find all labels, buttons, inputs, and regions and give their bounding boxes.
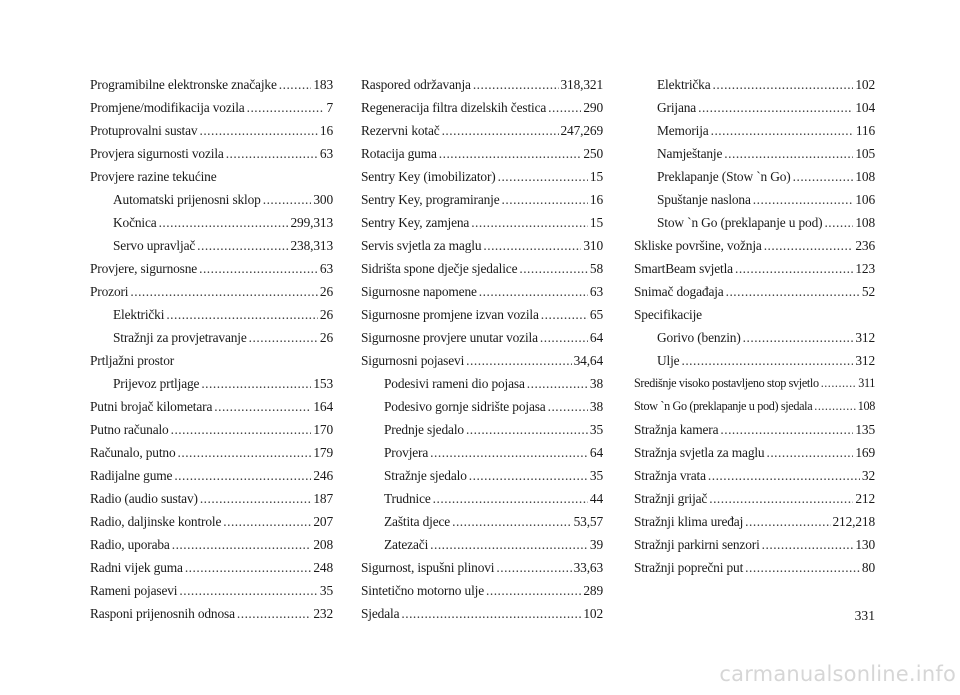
entry-pages: 39 xyxy=(589,537,603,552)
dot-leader xyxy=(519,257,588,280)
index-subentry xyxy=(361,464,603,487)
entry-pages: 106 xyxy=(855,192,875,207)
index-entry xyxy=(361,257,603,280)
dot-leader xyxy=(720,418,853,441)
dot-leader xyxy=(496,556,571,579)
entry-term: Središnje visoko postavljeno stop svjetlo xyxy=(634,376,819,390)
entry-term: Rasponi prijenosnih odnosa xyxy=(90,606,235,621)
dot-leader xyxy=(159,211,289,234)
entry-term: Provjera xyxy=(384,445,429,460)
index-entry xyxy=(90,510,333,533)
entry-pages: 318,321 xyxy=(560,77,603,92)
index-entry xyxy=(361,579,603,602)
entry-term: Regeneracija filtra dizelskih čestica xyxy=(361,100,547,115)
index-entry xyxy=(634,372,875,395)
index-entry xyxy=(90,349,333,372)
index-entry xyxy=(634,487,875,510)
entry-pages: 108 xyxy=(855,215,875,230)
index-entry xyxy=(634,418,875,441)
index-entry xyxy=(361,119,603,142)
entry-pages: 33,63 xyxy=(573,560,603,575)
entry-pages: 108 xyxy=(855,169,875,184)
entry-term: Programibilne elektronske značajke xyxy=(90,77,277,92)
index-entry xyxy=(90,257,333,280)
entry-term: Radio (audio sustav) xyxy=(90,491,198,506)
index-subentry xyxy=(90,188,333,211)
entry-pages: 15 xyxy=(589,215,603,230)
entry-term: Provjera sigurnosti vozila xyxy=(90,146,224,161)
dot-leader xyxy=(486,579,581,602)
entry-term: Trudnice xyxy=(384,491,431,506)
index-entry xyxy=(90,96,333,119)
entry-pages: 32 xyxy=(861,468,875,483)
entry-term: Rotacija guma xyxy=(361,146,437,161)
entry-pages: 63 xyxy=(319,261,333,276)
index-entry xyxy=(90,602,333,625)
index-entry xyxy=(90,73,333,96)
entry-pages: 208 xyxy=(313,537,333,552)
entry-pages: 310 xyxy=(583,238,603,253)
entry-term: Promjene/modifikacija vozila xyxy=(90,100,245,115)
dot-leader xyxy=(199,119,317,142)
entry-term: Sidrišta spone dječje sjedalice xyxy=(361,261,518,276)
entry-pages: 7 xyxy=(326,100,333,115)
index-entry xyxy=(90,556,333,579)
entry-term: Stražnja svjetla za maglu xyxy=(634,445,765,460)
entry-term: Sigurnosne napomene xyxy=(361,284,477,299)
entry-term: Servo upravljač xyxy=(113,238,196,253)
index-entry xyxy=(361,188,603,211)
dot-leader xyxy=(821,372,857,395)
index-subentry xyxy=(90,326,333,349)
entry-term: Stražnja vrata xyxy=(634,468,706,483)
dot-leader xyxy=(185,556,312,579)
entry-term: Radni vijek guma xyxy=(90,560,183,575)
index-entry xyxy=(361,73,603,96)
entry-pages: 212 xyxy=(855,491,875,506)
dot-leader xyxy=(214,395,311,418)
index-subentry xyxy=(634,73,875,96)
index-entry xyxy=(634,303,875,326)
index-subentry xyxy=(634,165,875,188)
entry-pages: 52 xyxy=(861,284,875,299)
index-subentry xyxy=(90,303,333,326)
entry-term: Sentry Key, zamjena xyxy=(361,215,470,230)
entry-term: Snimač događaja xyxy=(634,284,724,299)
entry-term: Sigurnost, ispušni plinovi xyxy=(361,560,495,575)
index-column-1 xyxy=(90,73,333,625)
entry-term: Grijana xyxy=(657,100,697,115)
index-entry xyxy=(90,533,333,556)
index-subentry xyxy=(361,487,603,510)
dot-leader xyxy=(401,602,581,625)
dot-leader xyxy=(247,96,325,119)
entry-pages: 64 xyxy=(589,330,603,345)
index-entry xyxy=(361,602,603,625)
index-entry xyxy=(634,464,875,487)
entry-pages: 26 xyxy=(319,307,333,322)
entry-term: Putni brojač kilometara xyxy=(90,399,213,414)
entry-term: Stražnje sjedalo xyxy=(384,468,467,483)
entry-pages: 236 xyxy=(855,238,875,253)
index-entry xyxy=(361,234,603,257)
dot-leader xyxy=(130,280,318,303)
entry-term: Radio, uporaba xyxy=(90,537,170,552)
entry-term: Sentry Key, programiranje xyxy=(361,192,500,207)
index-entry xyxy=(90,395,333,418)
index-entry xyxy=(361,96,603,119)
dot-leader xyxy=(711,119,854,142)
entry-pages: 16 xyxy=(589,192,603,207)
index-entry xyxy=(90,418,333,441)
dot-leader xyxy=(793,165,854,188)
entry-pages: 34,64 xyxy=(573,353,603,368)
entry-term: Računalo, putno xyxy=(90,445,176,460)
dot-leader xyxy=(223,510,311,533)
entry-term: Zatezači xyxy=(384,537,429,552)
index-entry xyxy=(90,142,333,165)
dot-leader xyxy=(824,211,853,234)
dot-leader xyxy=(708,464,860,487)
dot-leader xyxy=(200,487,312,510)
dot-leader xyxy=(745,510,830,533)
entry-pages: 300 xyxy=(313,192,333,207)
entry-pages: 15 xyxy=(589,169,603,184)
entry-term: Sintetično motorno ulje xyxy=(361,583,485,598)
entry-pages: 26 xyxy=(319,330,333,345)
dot-leader xyxy=(540,326,588,349)
entry-term: Putno računalo xyxy=(90,422,169,437)
index-entry xyxy=(361,349,603,372)
entry-pages: 247,269 xyxy=(560,123,603,138)
entry-pages: 289 xyxy=(583,583,603,598)
entry-pages: 63 xyxy=(589,284,603,299)
entry-pages: 38 xyxy=(589,399,603,414)
entry-pages: 169 xyxy=(855,445,875,460)
dot-leader xyxy=(548,395,588,418)
dot-leader xyxy=(709,487,853,510)
entry-term: Stow `n Go (preklapanje u pod) sjedala xyxy=(634,399,813,413)
index-entry xyxy=(361,280,603,303)
dot-leader xyxy=(466,418,588,441)
entry-pages: 58 xyxy=(589,261,603,276)
dot-leader xyxy=(764,234,854,257)
entry-pages: 116 xyxy=(855,123,875,138)
entry-pages: 246 xyxy=(313,468,333,483)
entry-term: Rezervni kotač xyxy=(361,123,440,138)
entry-pages: 102 xyxy=(583,606,603,621)
entry-term: Prtljažni prostor xyxy=(90,353,175,368)
page-number: 331 xyxy=(854,608,875,623)
entry-pages: 44 xyxy=(589,491,603,506)
entry-term: Podesivo gornje sidrište pojasa xyxy=(384,399,546,414)
entry-pages: 153 xyxy=(313,376,333,391)
entry-pages: 232 xyxy=(313,606,333,621)
index-subentry xyxy=(634,96,875,119)
dot-leader xyxy=(498,165,588,188)
dot-leader xyxy=(469,464,588,487)
dot-leader xyxy=(548,96,581,119)
index-entry xyxy=(90,119,333,142)
index-entry xyxy=(361,211,603,234)
watermark-text: carmanualsonline.info xyxy=(719,662,956,686)
entry-term: Provjere, sigurnosne xyxy=(90,261,198,276)
index-entry xyxy=(90,280,333,303)
entry-term: Stražnji poprečni put xyxy=(634,560,744,575)
entry-term: Specifikacije xyxy=(634,307,702,322)
dot-leader xyxy=(502,188,588,211)
entry-term: Servis svjetla za maglu xyxy=(361,238,482,253)
dot-leader xyxy=(745,556,860,579)
entry-term: Kočnica xyxy=(113,215,157,230)
entry-term: Stražnji parkirni senzori xyxy=(634,537,760,552)
entry-pages: 38 xyxy=(589,376,603,391)
index-entry xyxy=(90,165,333,188)
dot-leader xyxy=(172,533,312,556)
index-entry xyxy=(634,395,875,418)
index-entry xyxy=(634,533,875,556)
index-entry xyxy=(90,441,333,464)
index-subentry xyxy=(361,510,603,533)
entry-term: Zaštita djece xyxy=(384,514,451,529)
index-entry xyxy=(634,441,875,464)
index-subentry xyxy=(361,441,603,464)
dot-leader xyxy=(762,533,854,556)
entry-term: Memorija xyxy=(657,123,709,138)
dot-leader xyxy=(433,487,588,510)
entry-term: Sigurnosne promjene izvan vozila xyxy=(361,307,539,322)
entry-term: Gorivo (benzin) xyxy=(657,330,741,345)
index-entry xyxy=(90,487,333,510)
entry-term: Električki xyxy=(113,307,165,322)
index-entry xyxy=(634,556,875,579)
entry-term: Sigurnosne provjere unutar vozila xyxy=(361,330,538,345)
index-subentry xyxy=(361,418,603,441)
entry-pages: 164 xyxy=(313,399,333,414)
entry-term: Spuštanje naslona xyxy=(657,192,751,207)
entry-pages: 26 xyxy=(319,284,333,299)
entry-pages: 170 xyxy=(313,422,333,437)
dot-leader xyxy=(439,142,582,165)
dot-leader xyxy=(743,326,854,349)
index-subentry xyxy=(90,372,333,395)
index-subentry xyxy=(361,372,603,395)
entry-term: Sjedala xyxy=(361,606,400,621)
entry-pages: 212,218 xyxy=(832,514,875,529)
entry-term: Stražnji klima uređaj xyxy=(634,514,744,529)
index-column-3 xyxy=(634,73,875,579)
dot-leader xyxy=(174,464,311,487)
entry-pages: 187 xyxy=(313,491,333,506)
entry-term: Prozori xyxy=(90,284,129,299)
dot-leader xyxy=(279,73,312,96)
index-entry xyxy=(361,165,603,188)
dot-leader xyxy=(442,119,559,142)
entry-term: Stražnja kamera xyxy=(634,422,719,437)
index-entry xyxy=(361,303,603,326)
dot-leader xyxy=(479,280,588,303)
index-entry xyxy=(90,579,333,602)
index-subentry xyxy=(634,349,875,372)
entry-pages: 123 xyxy=(855,261,875,276)
entry-pages: 104 xyxy=(855,100,875,115)
dot-leader xyxy=(541,303,588,326)
entry-pages: 102 xyxy=(855,77,875,92)
entry-term: Provjere razine tekućine xyxy=(90,169,217,184)
entry-pages: 63 xyxy=(319,146,333,161)
entry-pages: 80 xyxy=(861,560,875,575)
dot-leader xyxy=(171,418,312,441)
entry-term: Stražnji za provjetravanje xyxy=(113,330,247,345)
entry-term: Podesivi rameni dio pojasa xyxy=(384,376,525,391)
entry-term: Prijevoz prtljage xyxy=(113,376,200,391)
dot-leader xyxy=(430,441,588,464)
dot-leader xyxy=(753,188,854,211)
dot-leader xyxy=(681,349,853,372)
dot-leader xyxy=(726,280,860,303)
entry-pages: 135 xyxy=(855,422,875,437)
dot-leader xyxy=(179,579,318,602)
dot-leader xyxy=(473,73,559,96)
entry-term: Radio, daljinske kontrole xyxy=(90,514,222,529)
index-subentry xyxy=(634,326,875,349)
dot-leader xyxy=(724,142,853,165)
index-subentry xyxy=(361,395,603,418)
entry-pages: 248 xyxy=(313,560,333,575)
dot-leader xyxy=(166,303,318,326)
entry-term: SmartBeam svjetla xyxy=(634,261,733,276)
entry-term: Ulje xyxy=(657,353,680,368)
dot-leader xyxy=(527,372,588,395)
index-subentry xyxy=(90,234,333,257)
entry-pages: 130 xyxy=(855,537,875,552)
entry-term: Namještanje xyxy=(657,146,723,161)
dot-leader xyxy=(452,510,572,533)
entry-term: Radijalne gume xyxy=(90,468,173,483)
index-column-2 xyxy=(361,73,603,625)
dot-leader xyxy=(226,142,318,165)
entry-pages: 312 xyxy=(855,353,875,368)
dot-leader xyxy=(466,349,571,372)
dot-leader xyxy=(430,533,588,556)
dot-leader xyxy=(237,602,311,625)
index-entry xyxy=(634,510,875,533)
dot-leader xyxy=(483,234,581,257)
index-entry xyxy=(361,142,603,165)
entry-pages: 179 xyxy=(313,445,333,460)
index-entry xyxy=(634,257,875,280)
entry-term: Rameni pojasevi xyxy=(90,583,178,598)
entry-pages: 312 xyxy=(855,330,875,345)
entry-term: Raspored održavanja xyxy=(361,77,471,92)
entry-pages: 105 xyxy=(855,146,875,161)
dot-leader xyxy=(197,234,288,257)
index-subentry xyxy=(634,142,875,165)
entry-pages: 16 xyxy=(319,123,333,138)
entry-term: Automatski prijenosni sklop xyxy=(113,192,261,207)
index-subentry xyxy=(90,211,333,234)
entry-term: Stražnji grijač xyxy=(634,491,708,506)
entry-pages: 35 xyxy=(319,583,333,598)
index-entry xyxy=(90,464,333,487)
entry-term: Električka xyxy=(657,77,711,92)
dot-leader xyxy=(471,211,588,234)
dot-leader xyxy=(201,372,311,395)
entry-term: Sentry Key (imobilizator) xyxy=(361,169,496,184)
entry-pages: 290 xyxy=(583,100,603,115)
index-entry xyxy=(361,326,603,349)
dot-leader xyxy=(263,188,312,211)
index-subentry xyxy=(634,119,875,142)
dot-leader xyxy=(735,257,853,280)
entry-pages: 250 xyxy=(583,146,603,161)
entry-pages: 53,57 xyxy=(573,514,603,529)
entry-pages: 238,313 xyxy=(290,238,333,253)
index-subentry xyxy=(634,211,875,234)
entry-pages: 183 xyxy=(313,77,333,92)
dot-leader xyxy=(178,441,312,464)
entry-pages: 65 xyxy=(589,307,603,322)
entry-term: Stow `n Go (preklapanje u pod) xyxy=(657,215,823,230)
dot-leader xyxy=(766,441,853,464)
index-entry xyxy=(634,234,875,257)
entry-term: Protuprovalni sustav xyxy=(90,123,198,138)
entry-pages: 108 xyxy=(857,399,875,413)
entry-pages: 64 xyxy=(589,445,603,460)
entry-term: Skliske površine, vožnja xyxy=(634,238,762,253)
index-entry xyxy=(634,280,875,303)
entry-pages: 207 xyxy=(313,514,333,529)
entry-term: Prednje sjedalo xyxy=(384,422,464,437)
index-subentry xyxy=(361,533,603,556)
entry-term: Preklapanje (Stow `n Go) xyxy=(657,169,791,184)
entry-pages: 35 xyxy=(589,468,603,483)
dot-leader xyxy=(814,395,856,418)
dot-leader xyxy=(199,257,318,280)
index-subentry xyxy=(634,188,875,211)
dot-leader xyxy=(249,326,318,349)
entry-term: Sigurnosni pojasevi xyxy=(361,353,465,368)
dot-leader xyxy=(698,96,853,119)
index-entry xyxy=(361,556,603,579)
entry-pages: 299,313 xyxy=(290,215,333,230)
entry-pages: 35 xyxy=(589,422,603,437)
dot-leader xyxy=(713,73,854,96)
entry-pages: 311 xyxy=(858,376,875,390)
